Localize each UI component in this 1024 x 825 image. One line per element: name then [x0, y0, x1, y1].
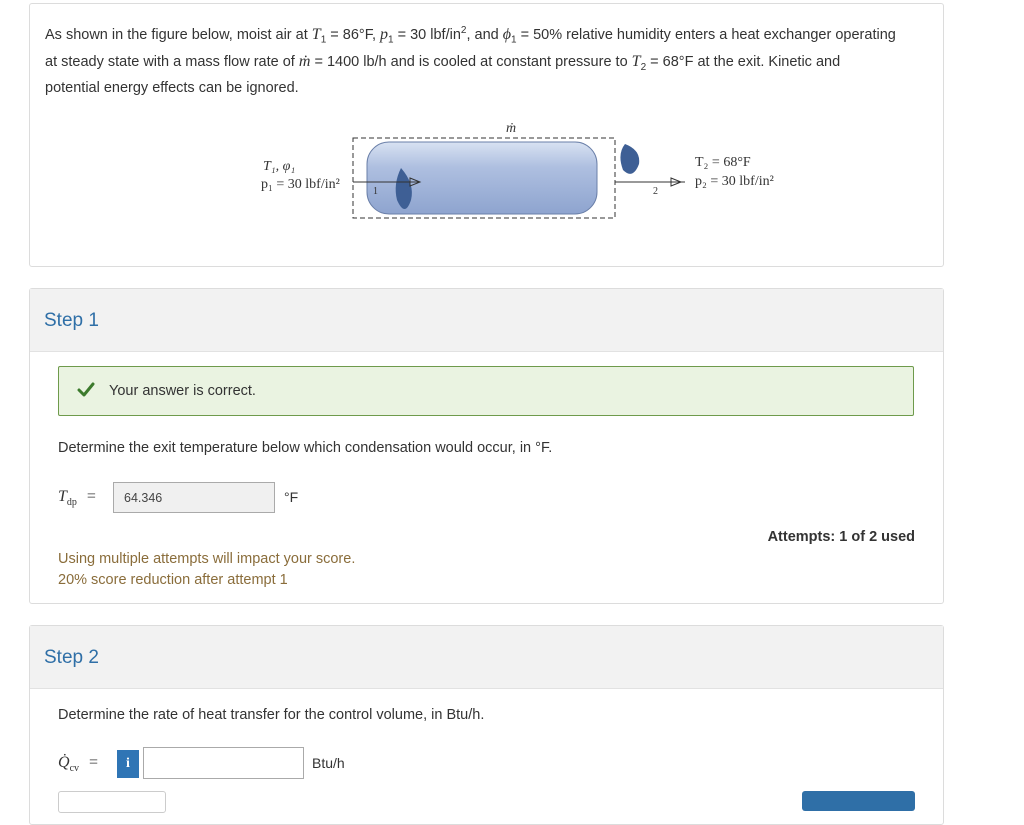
problem-statement: As shown in the figure below, moist air at $T_1 = 86^\circ F$, $p_1 = 30$ lbf/$in^2$, and $\phi_1 = 50\%$ relative humidity enters a heat exchanger operating at steady state with a mass flow rate of ṁ = 1400 lb/h and is cooled at constant pressure to $T_2 = 68^\circ F$ at the exit. Kinetic and potential energy effects can be ignored. [45, 25, 896, 96]
step-1-title: Step 1 [44, 310, 99, 331]
step-2-card [29, 625, 944, 825]
secondary-action-button[interactable] [58, 791, 166, 813]
step-2-header[interactable] [30, 626, 943, 689]
qcv-answer-input[interactable] [143, 747, 304, 779]
inlet-state-label: T₁, φ₁ [263, 159, 296, 174]
submit-answer-button[interactable] [802, 791, 915, 811]
step-1-header[interactable] [30, 289, 943, 352]
tdp-unit: °F [284, 489, 299, 505]
info-button[interactable]: i [117, 750, 139, 778]
step-2-question: Determine the rate of heat transfer for the control volume, in Btu/h. [58, 707, 485, 723]
step-1-question: Determine the exit temperature below which condensation would occur, in °F. [58, 440, 553, 456]
tdp-answer-field: 64.346 [113, 482, 275, 513]
problem-card [29, 3, 944, 267]
checkmark-icon [77, 381, 95, 399]
tdp-variable-label: $T_{dp}$ = [58, 488, 96, 509]
state-1-label: 1 [373, 186, 378, 197]
qcv-unit: Btu/h [312, 755, 345, 771]
step-2-title: Step 2 [44, 647, 99, 668]
mass-flow-label: ṁ [506, 121, 517, 136]
state-2-label: 2 [653, 186, 658, 197]
correct-feedback-text: Your answer is correct. [109, 383, 256, 399]
attempts-counter: Attempts: 1 of 2 used [767, 529, 915, 545]
qcv-variable-label: $Q̇_{cv}$ = [58, 754, 99, 775]
correct-feedback-box [58, 366, 914, 416]
attempt-warning: Using multiple attempts will impact your score. 20% score reduction after attempt 1 [58, 551, 356, 588]
step-1-card [29, 288, 944, 604]
inlet-pressure-label: p₁ = 30 lbf/in² [261, 177, 340, 192]
heat-exchanger-diagram [225, 114, 825, 224]
outlet-temp-label: T₂ = 68°F [695, 155, 751, 170]
outlet-pressure-label: p₂ = 30 lbf/in² [695, 174, 774, 189]
outlet-cap [620, 144, 639, 174]
